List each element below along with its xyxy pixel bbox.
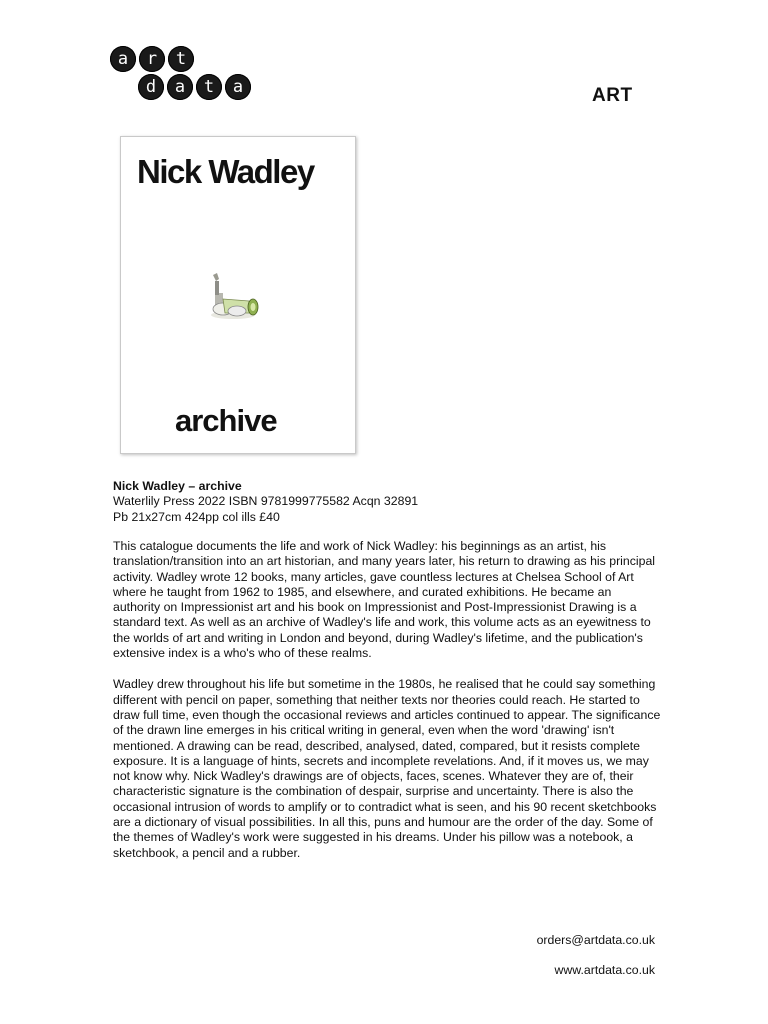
book-cover xyxy=(120,136,356,454)
book-title: Nick Wadley – archive xyxy=(113,479,242,493)
logo-row-data xyxy=(138,74,251,102)
website-link[interactable]: www.artdata.co.uk xyxy=(554,963,655,977)
sculpture-illustration-icon xyxy=(193,265,273,325)
book-description xyxy=(113,539,661,877)
logo-row-art xyxy=(110,46,194,74)
description-paragraph: Wadley drew throughout his life but sometime in the 1980s, he realised that he could say something different with pencil on paper, something that neither texts nor theories could reach. He started to draw full time, even though the occasional reviews and articles continued to appear. The significance of the drawn line emerges in his critical writing in general, even when the word 'drawing' isn't mentioned. A drawing can be read, described, analysed, dated, compared, but it resists complete exposure. It is a language of hints, secrets and incomplete revelations. And, if it moves us, we may not know why. Nick Wadley's drawings are of objects, faces, scenes. Whatever they are of, their characteristic signature is the combination of despair, surprise and uncertainty. There is also the occasional intrusion of words to amplify or to contradict what is seen, and his 90 recent sketchbooks are a dictionary of visual possibilities. In all this, puns and humour are the order of the day. Some of the themes of Wadley's work were suggested in his dreams. Under his pillow was a notebook, a sketchbook, a pencil and a rubber. xyxy=(113,677,661,860)
email-link[interactable]: orders@artdata.co.uk xyxy=(536,933,655,947)
logo-letter: a xyxy=(110,46,136,72)
logo-letter: a xyxy=(225,74,251,100)
logo-letter: t xyxy=(196,74,222,100)
category-heading: ART xyxy=(592,85,633,106)
logo-letter: a xyxy=(167,74,193,100)
book-details xyxy=(113,479,673,525)
logo-letter: r xyxy=(139,46,165,72)
description-paragraph: This catalogue documents the life and work of Nick Wadley: his beginnings as an artist, his translation/transition into an art historian, and many years later, his return to drawing as his principal activity. Wadley wrote 12 books, many articles, gave countless lectures at Chelsea School of Art where he taught from 1962 to 1985, and elsewhere, and curated exhibitions. He became an authority on Impressionist art and his book on Impressionist and Post-Impressionist Drawing is a standard text. As well as an archive of Wadley's life and work, this volume acts as an eyewitness to the worlds of art and writing in London and beyond, during Wadley's lifetime, and the publication's extensive index is a who's who of these realms. xyxy=(113,539,656,661)
logo-letter: d xyxy=(138,74,164,100)
format-line: Pb 21x27cm 424pp col ills £40 xyxy=(113,509,280,524)
logo-letter: t xyxy=(168,46,194,72)
cover-title: archive xyxy=(175,403,277,438)
publisher-line: Waterlily Press 2022 ISBN 9781999775582 Acqn 32891 xyxy=(113,494,419,509)
artdata-logo xyxy=(110,46,250,104)
cover-author: Nick Wadley xyxy=(137,153,314,190)
